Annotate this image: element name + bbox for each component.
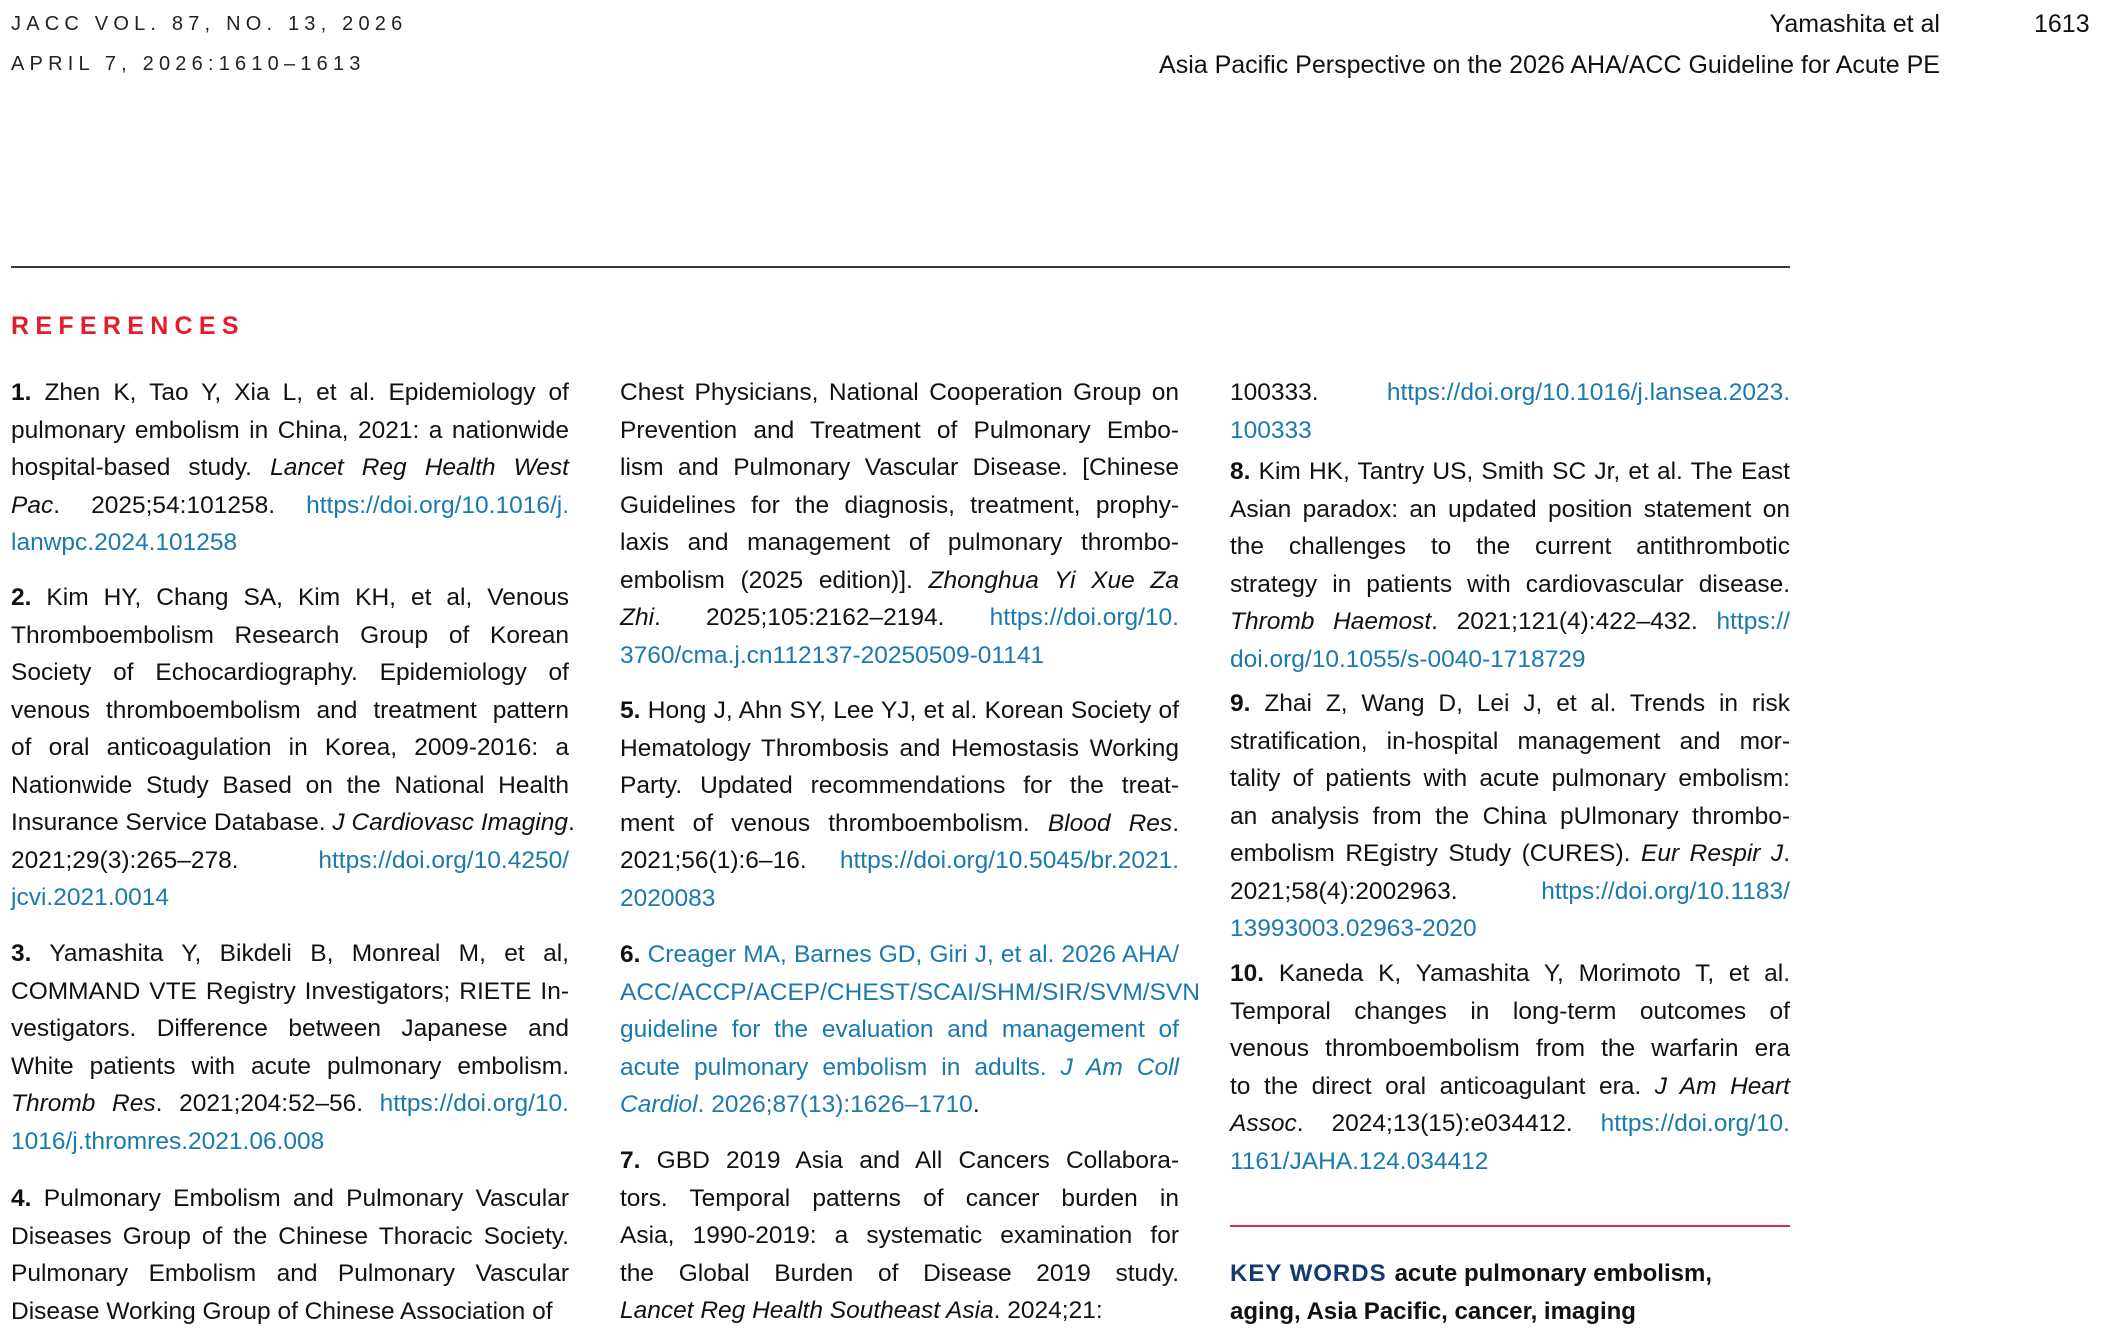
reference-text: an analysis from the China pUlmonary thrombo- [1230, 802, 1790, 830]
reference-number: 4. [11, 1185, 32, 1212]
references-heading: REFERENCES [11, 312, 245, 340]
reference-line [11, 692, 569, 730]
reference-text: the challenges to the current antithrombotic [1230, 533, 1790, 560]
reference-line [11, 449, 569, 487]
reference-line [620, 637, 1179, 675]
reference-line [11, 729, 569, 767]
doi-link[interactable]: https://doi.org/10.1016/j.lansea.2023. [1386, 379, 1790, 406]
reference-line [620, 730, 1179, 768]
reference-line [620, 842, 1179, 880]
reference-6 [620, 936, 1200, 1124]
doi-link[interactable]: acute pulmonary embolism in adults. [620, 1053, 1061, 1081]
reference-text: Lancet Reg Health Southeast Asia [620, 1297, 994, 1324]
reference-line [11, 1123, 569, 1161]
running-header-left-date: APRIL 7, 2026:1610–1613 [11, 53, 366, 75]
reference-line [1230, 873, 1790, 911]
doi-link[interactable]: https://doi.org/10.1016/j. [306, 491, 569, 519]
reference-8 [1230, 453, 1790, 678]
doi-link[interactable]: https://doi.org/10.1183/ [1541, 877, 1790, 905]
reference-text: J Am Heart [1654, 1072, 1790, 1100]
doi-link[interactable]: lanwpc.2024.101258 [11, 529, 238, 556]
reference-text: . 2025;54:101258. [53, 491, 307, 519]
reference-line [620, 692, 1179, 730]
reference-line [11, 617, 569, 655]
reference-text: Kim HK, Tantry US, Smith SC Jr, et al. The East [1250, 458, 1790, 485]
reference-text: Society of Echocardiography. Epidemiology of [11, 659, 569, 686]
reference-text: Zhi [620, 604, 655, 631]
reference-text: . 2024;13(15):e034412. [1296, 1110, 1601, 1137]
reference-line [620, 1255, 1179, 1293]
reference-text: Zhen K, Tao Y, Xia L, et al. Epidemiology of [31, 379, 569, 406]
reference-line [1230, 641, 1790, 679]
reference-text: Thromb Res [11, 1090, 156, 1117]
reference-text: ment of venous thromboembolism. [620, 809, 1048, 837]
reference-text: Hematology Thrombosis and Hemostasis Working [620, 734, 1179, 762]
reference-line [620, 880, 1179, 918]
keywords-divider [1230, 1225, 1790, 1227]
reference-text: Yamashita Y, Bikdeli B, Monreal M, et al, [31, 940, 569, 967]
reference-text: Party. Updated recommendations for the treat- [620, 772, 1179, 799]
reference-line [1230, 955, 1790, 993]
reference-number: 8. [1230, 458, 1251, 485]
doi-link[interactable]: Cardiol [620, 1091, 698, 1118]
reference-text: 100333. [1230, 379, 1387, 406]
reference-text: . 2021;204:52–56. [155, 1090, 380, 1117]
reference-line [11, 524, 569, 562]
reference-2 [11, 579, 575, 917]
reference-line [11, 973, 569, 1011]
reference-text: Eur Respir J [1640, 840, 1784, 867]
reference-line [1230, 491, 1790, 529]
reference-line [11, 1048, 569, 1086]
reference-line [1230, 1068, 1790, 1106]
page-number: 1613 [2034, 10, 2090, 38]
doi-link[interactable]: 100333 [1230, 416, 1312, 444]
reference-line [11, 1010, 569, 1048]
reference-text: Assoc [1230, 1110, 1297, 1137]
reference-text: Nationwide Study Based on the National Health [11, 771, 569, 799]
reference-number: 10. [1230, 960, 1265, 987]
reference-text: vestigators. Difference between Japanese and [11, 1015, 569, 1042]
reference-line [1230, 685, 1790, 723]
reference-line [11, 654, 569, 692]
reference-text: . [1172, 809, 1179, 837]
reference-line [1230, 993, 1790, 1031]
doi-link[interactable]: https:// [1716, 608, 1790, 635]
reference-line [1230, 1143, 1790, 1181]
reference-text: embolism (2025 edition)]. [620, 566, 929, 594]
reference-line [1230, 1105, 1790, 1143]
doi-link[interactable]: https://doi.org/10.4250/ [318, 846, 569, 874]
keywords-line-1: acute pulmonary embolism, [1394, 1260, 1712, 1287]
reference-line [1230, 760, 1790, 798]
reference-text: J Cardiovasc Imaging [332, 809, 568, 836]
reference-text: stratification, in-hospital management and mor- [1230, 727, 1790, 755]
reference-number: 9. [1230, 690, 1251, 717]
reference-text: the Global Burden of Disease 2019 study. [620, 1259, 1179, 1287]
reference-text: Zhonghua Yi Xue Za [928, 566, 1179, 594]
doi-link[interactable]: J Am Coll [1060, 1053, 1179, 1081]
reference-line [11, 579, 569, 617]
reference-line [1230, 835, 1790, 873]
reference-number: 2. [11, 584, 32, 611]
reference-text: Diseases Group of the Chinese Thoracic Society. [11, 1222, 569, 1250]
running-title: Asia Pacific Perspective on the 2026 AHA/ACC Guideline for Acute PE [1159, 51, 1940, 79]
reference-text: 2021;58(4):2002963. [1230, 877, 1542, 905]
reference-line [11, 412, 569, 450]
reference-line [620, 1049, 1179, 1087]
doi-link[interactable]: doi.org/10.1055/s-0040-1718729 [1230, 645, 1586, 673]
reference-text: GBD 2019 Asia and All Cancers Collabora- [640, 1147, 1179, 1174]
reference-line [1230, 798, 1790, 836]
reference-line [11, 935, 569, 973]
reference-4-continued [620, 374, 1179, 674]
reference-10 [1230, 955, 1790, 1180]
reference-line [11, 879, 569, 917]
reference-text: 2021;56(1):6–16. [620, 847, 840, 874]
reference-text: Prevention and Treatment of Pulmonary Embo- [620, 416, 1179, 444]
reference-text: Kaneda K, Yamashita Y, Morimoto T, et al. [1264, 960, 1790, 987]
doi-link[interactable]: 2020083 [620, 884, 716, 912]
reference-line [11, 1293, 569, 1331]
running-header-authors: Yamashita et al [1769, 10, 1940, 38]
reference-7 [620, 1142, 1179, 1330]
reference-text: Zhai Z, Wang D, Lei J, et al. Trends in risk [1250, 690, 1790, 717]
reference-text: . 2024;21: [993, 1297, 1103, 1324]
reference-text: . [972, 1091, 980, 1118]
reference-text: strategy in patients with cardiovascular disease. [1230, 570, 1790, 598]
reference-number: 5. [620, 697, 641, 724]
reference-text: Asia, 1990-2019: a systematic examination for [620, 1222, 1179, 1249]
reference-7-continued [1230, 374, 1790, 449]
reference-9 [1230, 685, 1790, 948]
reference-line [1230, 453, 1790, 491]
reference-text: Lancet Reg Health West [270, 454, 569, 481]
reference-line [620, 449, 1179, 487]
reference-text: pulmonary embolism in China, 2021: a nationwide [11, 416, 569, 444]
reference-line [620, 805, 1179, 843]
reference-text: Kim HY, Chang SA, Kim KH, et al, Venous [31, 584, 569, 611]
reference-number: 6. [620, 941, 641, 968]
doi-link[interactable]: Creager MA, Barnes GD, Giri J, et al. 2026 AHA/ [640, 941, 1179, 968]
reference-number: 3. [11, 940, 32, 967]
reference-5 [620, 692, 1179, 917]
reference-line [11, 1218, 569, 1256]
reference-text: tors. Temporal patterns of cancer burden in [620, 1184, 1179, 1212]
reference-text: Blood Res [1047, 809, 1173, 837]
reference-number: 7. [620, 1147, 641, 1174]
reference-text: Thromb Haemost [1230, 608, 1432, 635]
reference-line [11, 1255, 569, 1293]
reference-text: . [567, 809, 575, 836]
reference-text: Pac [11, 491, 54, 519]
reference-text: Asian paradox: an updated position statement on [1230, 495, 1790, 523]
reference-line [620, 974, 1200, 1012]
doi-link[interactable]: https://doi.org/10.5045/br.2021. [839, 847, 1179, 874]
reference-text: Hong J, Ahn SY, Lee YJ, et al. Korean Society of [640, 697, 1179, 724]
reference-line [620, 1217, 1179, 1255]
reference-line [620, 1292, 1179, 1330]
reference-line [11, 1085, 569, 1123]
reference-line [11, 1180, 569, 1218]
reference-text: White patients with acute pulmonary embolism. [11, 1052, 569, 1080]
reference-text: Temporal changes in long-term outcomes of [1230, 997, 1790, 1025]
reference-text: hospital-based study. [11, 454, 271, 481]
reference-text: Thromboembolism Research Group of Korean [11, 621, 569, 649]
top-divider [11, 266, 1790, 268]
reference-line [11, 487, 569, 525]
reference-text: Insurance Service Database. [11, 809, 333, 836]
reference-line [1230, 566, 1790, 604]
reference-line [620, 1086, 1179, 1124]
reference-text: . [1783, 840, 1790, 867]
reference-line [11, 804, 575, 842]
reference-text: 2021;29(3):265–278. [11, 846, 319, 874]
reference-text: Guidelines for the diagnosis, treatment, prophy- [620, 491, 1179, 519]
reference-3 [11, 935, 569, 1160]
reference-4 [11, 1180, 569, 1330]
reference-text: COMMAND VTE Registry Investigators; RIETE In- [11, 977, 569, 1005]
reference-line [11, 842, 569, 880]
reference-text: Chest Physicians, National Cooperation Group on [620, 379, 1179, 406]
reference-line [620, 1011, 1179, 1049]
doi-link[interactable]: 13993003.02963-2020 [1230, 915, 1477, 942]
reference-line [1230, 528, 1790, 566]
reference-line [1230, 723, 1790, 761]
reference-line [620, 562, 1179, 600]
reference-text: Pulmonary Embolism and Pulmonary Vascular [31, 1185, 569, 1212]
reference-line [620, 374, 1179, 412]
reference-line [620, 767, 1179, 805]
doi-link[interactable]: ACC/ACCP/ACEP/CHEST/SCAI/SHM/SIR/SVM/SVN [620, 978, 1200, 1006]
reference-text: . 2021;121(4):422–432. [1431, 608, 1717, 635]
keywords-line-2: aging, Asia Pacific, cancer, imaging [1230, 1298, 1636, 1325]
reference-line [11, 374, 569, 412]
reference-line [620, 412, 1179, 450]
reference-line [620, 1142, 1179, 1180]
reference-line [620, 936, 1179, 974]
doi-link[interactable]: https://doi.org/10. [989, 604, 1179, 631]
reference-line [1230, 1030, 1790, 1068]
doi-link[interactable]: 3760/cma.j.cn112137-20250509-01141 [620, 641, 1045, 669]
reference-line [1230, 374, 1790, 412]
reference-text: venous thromboembolism and treatment pattern [11, 696, 569, 724]
reference-1 [11, 374, 569, 562]
reference-text: embolism REgistry Study (CURES). [1230, 840, 1641, 867]
reference-line [11, 767, 569, 805]
reference-number: 1. [11, 379, 32, 406]
doi-link[interactable]: guideline for the evaluation and management of [620, 1016, 1179, 1043]
reference-line [1230, 910, 1790, 948]
reference-text: Pulmonary Embolism and Pulmonary Vascular [11, 1260, 569, 1287]
reference-line [1230, 412, 1790, 450]
reference-line [620, 524, 1179, 562]
reference-text: of oral anticoagulation in Korea, 2009-2016: a [11, 734, 569, 761]
reference-text: laxis and management of pulmonary thrombo- [620, 529, 1179, 556]
reference-line [1230, 603, 1790, 641]
reference-text: lism and Pulmonary Vascular Disease. [Chinese [620, 454, 1179, 481]
reference-text: tality of patients with acute pulmonary embolism: [1230, 765, 1790, 792]
doi-link[interactable]: 1016/j.thromres.2021.06.008 [11, 1127, 325, 1155]
reference-text: Disease Working Group of Chinese Association of [11, 1297, 553, 1325]
reference-line [620, 1180, 1179, 1218]
doi-link[interactable]: . 2026;87(13):1626–1710 [697, 1091, 973, 1118]
reference-line [620, 599, 1179, 637]
reference-text: to the direct oral anticoagulant era. [1230, 1072, 1655, 1100]
doi-link[interactable]: https://doi.org/10. [379, 1090, 569, 1117]
doi-link[interactable]: 1161/JAHA.124.034412 [1230, 1147, 1489, 1175]
reference-text: venous thromboembolism from the warfarin era [1230, 1035, 1790, 1062]
keywords-label: KEY WORDS [1230, 1260, 1387, 1287]
reference-line [620, 487, 1179, 525]
reference-text: . 2025;105:2162–2194. [654, 604, 990, 631]
keywords-block [1230, 1255, 1790, 1331]
running-header-left-journal: JACC VOL. 87, NO. 13, 2026 [11, 13, 408, 35]
doi-link[interactable]: https://doi.org/10. [1600, 1110, 1790, 1137]
doi-link[interactable]: jcvi.2021.0014 [11, 884, 170, 911]
